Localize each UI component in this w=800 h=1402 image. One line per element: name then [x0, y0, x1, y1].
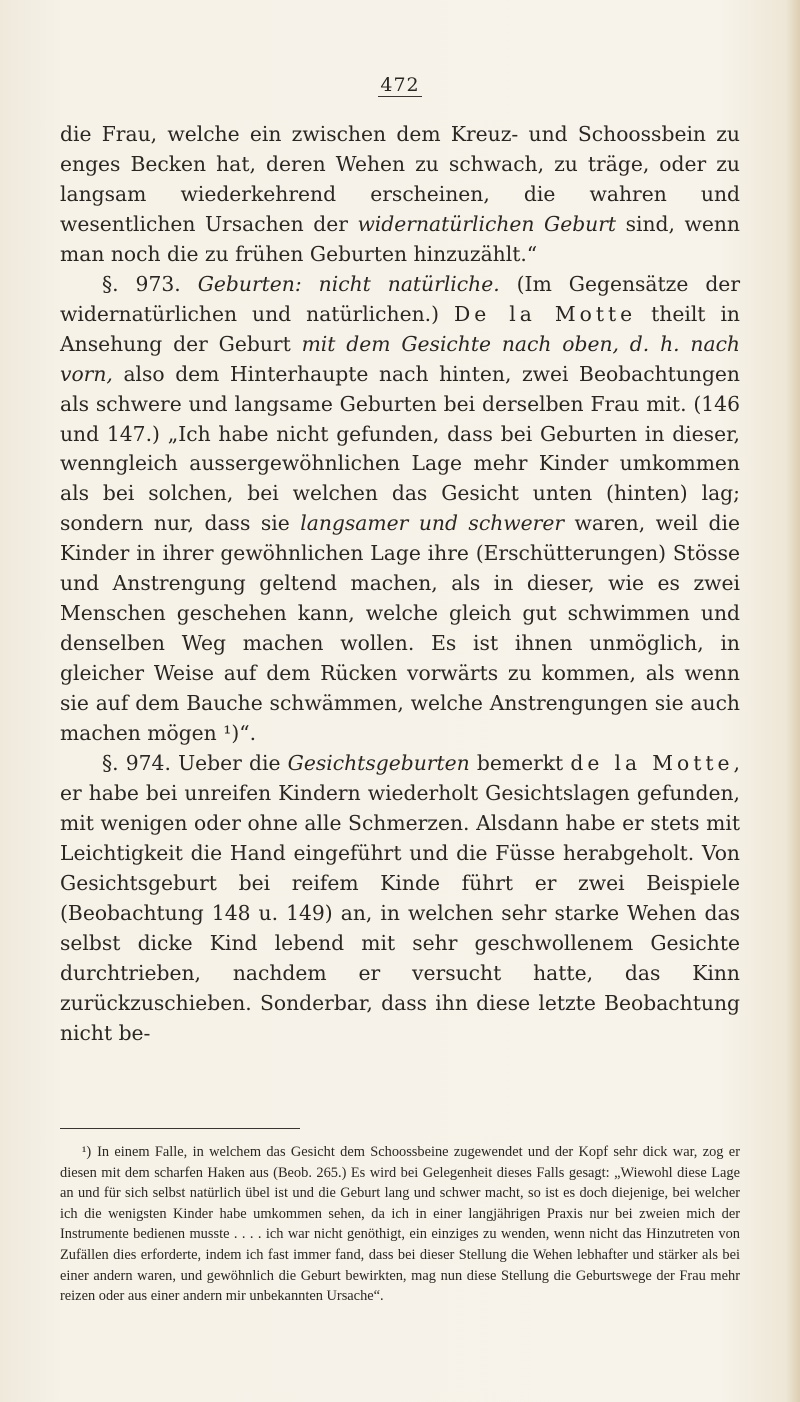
author-name: De la Motte — [454, 301, 637, 326]
main-text — [60, 120, 740, 1049]
section-973-title: Geburten: nicht natürliche. — [197, 271, 500, 296]
section-974: §. 974. Ueber die Gesichtsgeburten bemerkt de la Motte, er habe bei unreifen Kindern wiederholt Gesichtslagen gefunden, mit wenigen oder ohne alle Schmerzen. Alsdann habe er stets mit Leichtigkeit die Hand eingeführt und die Füsse herabgeholt. Von Gesichtsgeburt bei reifem Kinde führt er zwei Beispiele (Beobachtung 148 u. 149) an, in welchen sehr starke Wehen das selbst dicke Kind lebend mit sehr geschwollenem Gesichte durchtrieben, nachdem er versucht hatte, das Kinn zurückzuschieben. Sonderbar, dass ihn diese letzte Beobachtung nicht be- — [60, 751, 740, 1045]
footnote-text: In einem Falle, in welchem das Gesicht dem Schoossbeine zugewendet und der Kopf sehr dick war, zog er diesen mit dem scharfen Haken aus (Beob. 265.) Es wird bei Gelegenheit dieses Falls gesagt: „Wiewohl diese Lage an und für sich selbst natürlich übel ist und die Geburt lang und schwer macht, so ist es doch diejenige, bei welcher ich die wenigsten Kinder habe umkommen sehen, da ich in einer langjährigen Praxis nur bei zweien mich der Instrumente bedienen musste . . . . ich war nicht genöthigt, ein einziges zu wenden, wenn nicht das Hinzutreten von Zufällen dies erforderte, indem ich fast immer fand, dass bei dieser Stellung die Wehen lebhafter und stärker als bei einer andern waren, und gewöhnlich die Geburt bewirkten, mag nun diese Stellung die Geburtswege der Frau mehr reizen oder aus einer andern mir unbekannten Ursache“. — [60, 1144, 740, 1305]
paragraph-continued: die Frau, welche ein zwischen dem Kreuz- und Schoossbein zu enges Becken hat, deren Wehen zu schwach, zu träge, oder zu langsam wiederkehrend erscheinen, die wahren und wesentlichen Ursachen der widernatürlichen Geburt sind, wenn man noch die zu frühen Geburten hinzuzählt.“ — [60, 122, 740, 266]
footnote-divider — [60, 1128, 300, 1129]
footnote — [60, 1142, 740, 1307]
page-edge-stain — [786, 0, 800, 1402]
author-name: de la Motte — [570, 751, 734, 776]
page-number: 472 — [380, 74, 420, 96]
section-973: §. 973. Geburten: nicht natürliche. (Im Gegensätze der widernatürlichen und natürlichen.) De la Motte theilt in Ansehung der Geburt mit dem Gesichte nach oben, d. h. nach vorn, also dem Hinterhaupte nach hinten, zwei Beobachtungen als schwere und langsame Geburten bei derselben Frau mit. (146 und 147.) „Ich habe nicht gefunden, dass bei Geburten in dieser, wenngleich aussergewöhnlichen Lage mehr Kinder umkommen als bei solchen, bei welchen das Gesicht unten (hinten) lag; sondern nur, dass sie langsamer und schwerer waren, weil die Kinder in ihrer gewöhnlichen Lage ihre (Erschütterungen) Stösse und Anstrengung geltend machen, als in dieser, wie es zwei Menschen geschehen kann, welche gleich gut schwimmen und denselben Weg machen wollen. Es ist ihnen unmöglich, in gleicher Weise auf dem Rücken vorwärts zu kommen, als wenn sie auf dem Bauche schwämmen, welche Anstrengungen sie auch machen mögen ¹)“. — [60, 271, 741, 746]
footnote-mark: ¹) — [82, 1144, 92, 1160]
